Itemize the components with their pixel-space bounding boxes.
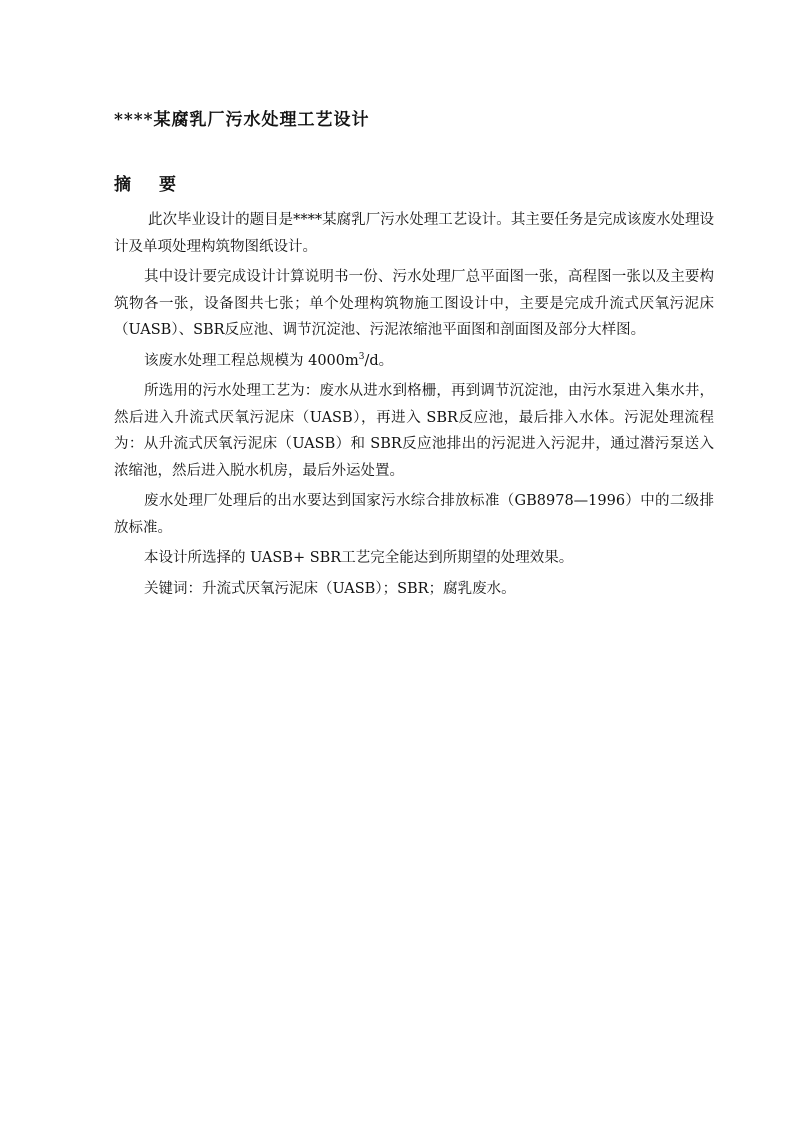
scale-unit: /d。 [364, 352, 394, 369]
scale-text: 该废水处理工程总规模为 4000m [144, 352, 359, 369]
abstract-body [114, 207, 714, 606]
document-title: ****某腐乳厂污水处理工艺设计 [114, 110, 370, 130]
paragraph-keywords: 关键词：升流式厌氧污泥床（UASB）；SBR；腐乳废水。 [144, 580, 516, 597]
abstract-heading: 摘要 [114, 175, 204, 195]
paragraph-deliverables: 其中设计要完成设计计算说明书一份、污水处理厂总平面图一张，高程图一张以及主要构筑物各一张，设备图共七张；单个处理构筑物施工图设计中，主要是完成升流式厌氧污泥床（UASB）、SBR反应池、调节沉淀池、污泥浓缩池平面图和剖面图及部分大样图。 [114, 269, 714, 338]
superscript-three: 3 [358, 351, 365, 362]
paragraph-standard: 废水处理厂处理后的出水要达到国家污水综合排放标准（GB8978—1996）中的二级排放标准。 [114, 493, 714, 536]
paragraph-conclusion: 本设计所选择的 UASB+ SBR工艺完全能达到所期望的处理效果。 [144, 550, 574, 566]
paragraph-scale [114, 348, 714, 375]
paragraph-process: 所选用的污水处理工艺为：废水从进水到格栅，再到调节沉淀池，由污水泵进入集水井，然后进入升流式厌氧污泥床（UASB），再进入 SBR反应池，最后排入水体。污泥处理流程为：从升流式厌氧污泥床（UASB）和 SBR反应池排出的污泥进入污泥井，通过潜污泵送入浓缩池，然后进入脱水机房，最后外运处置。 [114, 383, 714, 479]
paragraph-intro: 此次毕业设计的题目是****某腐乳厂污水处理工艺设计。其主要任务是完成该废水处理设计及单项处理构筑物图纸设计。 [114, 212, 714, 255]
